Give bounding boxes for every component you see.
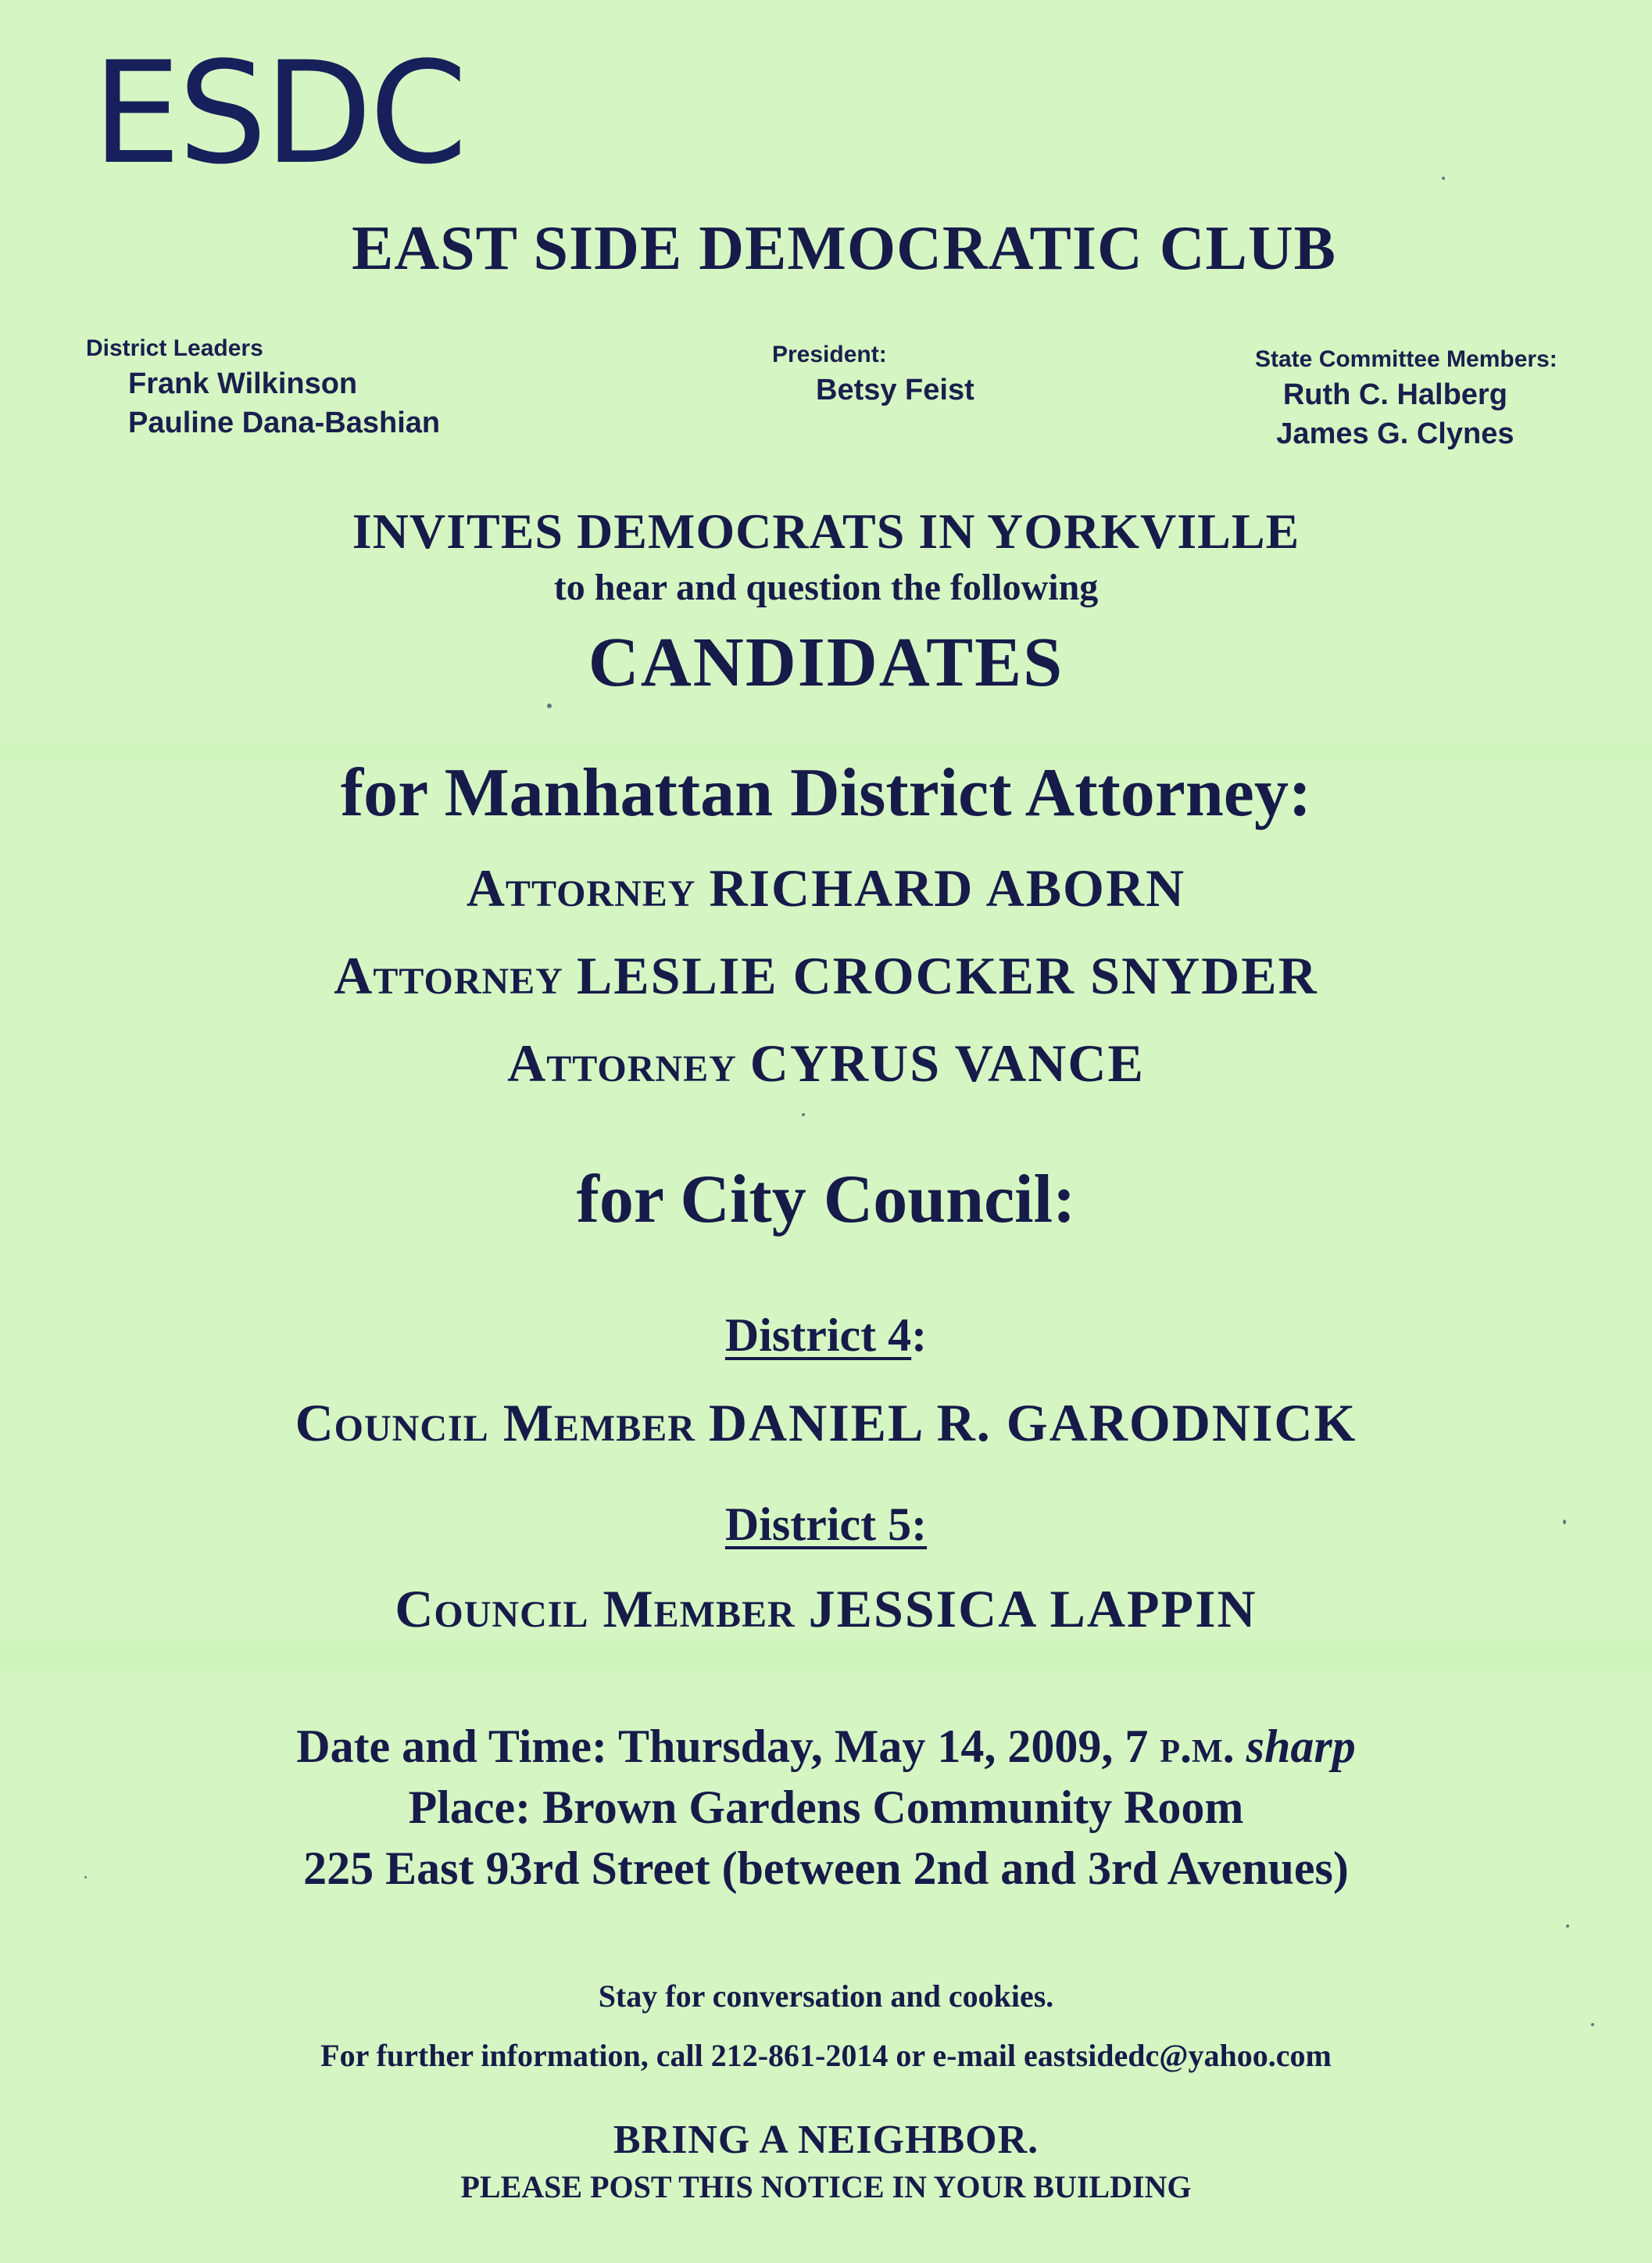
event-place: Place: Brown Gardens Community Room bbox=[408, 1781, 1244, 1833]
stay-line: Stay for conversation and cookies. bbox=[598, 1978, 1054, 2014]
bring-neighbor: BRING A NEIGHBOR. bbox=[613, 2118, 1039, 2162]
club-name: EAST SIDE DEMOCRATIC CLUB bbox=[351, 214, 1337, 283]
district-leaders-block bbox=[86, 333, 440, 442]
hear-line: to hear and question the following bbox=[553, 567, 1099, 608]
district-leaders-label: District Leaders bbox=[86, 335, 263, 361]
date-sharp: sharp bbox=[1246, 1721, 1356, 1772]
state-committee-block bbox=[1255, 344, 1557, 453]
state-committee-label: State Committee Members: bbox=[1255, 346, 1557, 372]
date-pm: p.m. bbox=[1160, 1721, 1235, 1772]
president-label: President: bbox=[772, 342, 887, 367]
paper-speck bbox=[1563, 1520, 1566, 1524]
president-name: Betsy Feist bbox=[816, 374, 974, 406]
district-leader-name: Pauline Dana-Bashian bbox=[128, 406, 441, 439]
da-candidate bbox=[0, 943, 1652, 1008]
da-candidate bbox=[0, 855, 1652, 921]
club-logo: ESDC bbox=[92, 32, 465, 195]
candidate-title: Attorney bbox=[334, 946, 563, 1005]
paper-speck bbox=[1566, 1925, 1569, 1928]
district-4-label bbox=[0, 1305, 1652, 1365]
candidate-name: RICHARD ABORN bbox=[709, 858, 1186, 918]
candidate-title: Attorney bbox=[466, 858, 696, 918]
council-candidate bbox=[0, 1390, 1652, 1456]
district-leader-name: Frank Wilkinson bbox=[128, 367, 358, 400]
district-label: District 4 bbox=[724, 1309, 912, 1361]
candidate-name: JESSICA LAPPIN bbox=[808, 1579, 1257, 1638]
event-address: 225 East 93rd Street (between 2nd and 3rd Avenues) bbox=[303, 1842, 1349, 1894]
candidate-title: Attorney bbox=[507, 1033, 737, 1093]
candidate-name: DANIEL R. GARODNICK bbox=[708, 1393, 1357, 1452]
state-committee-name: James G. Clynes bbox=[1276, 417, 1514, 450]
district-attorney-heading: for Manhattan District Attorney: bbox=[340, 755, 1312, 831]
da-candidate bbox=[0, 1030, 1652, 1096]
council-candidate bbox=[0, 1576, 1652, 1642]
date-text: Date and Time: Thursday, May 14, 2009, 7 bbox=[296, 1721, 1160, 1772]
district-colon: : bbox=[911, 1309, 928, 1361]
contact-line: For further information, call 212-861-2014 or e-mail eastsidedc@yahoo.com bbox=[320, 2038, 1332, 2073]
paper-speck bbox=[802, 1113, 805, 1116]
state-committee-name: Ruth C. Halberg bbox=[1282, 378, 1507, 411]
paper-speck bbox=[1591, 2023, 1594, 2026]
candidate-name: LESLIE CROCKER SNYDER bbox=[576, 946, 1318, 1005]
paper-speck bbox=[547, 704, 552, 708]
city-council-heading: for City Council: bbox=[576, 1162, 1076, 1237]
candidates-heading: CANDIDATES bbox=[588, 624, 1064, 701]
candidate-title: Council Member bbox=[395, 1579, 796, 1638]
paper-speck bbox=[1442, 177, 1445, 180]
candidate-title: Council Member bbox=[295, 1393, 695, 1452]
district-label: District 5: bbox=[724, 1499, 928, 1550]
district-5-label bbox=[0, 1495, 1652, 1554]
candidate-name: CYRUS VANCE bbox=[749, 1033, 1145, 1093]
president-block bbox=[772, 339, 974, 410]
event-date-time bbox=[0, 1718, 1652, 1774]
invites-line: INVITES DEMOCRATS IN YORKVILLE bbox=[352, 503, 1300, 559]
post-notice: PLEASE POST THIS NOTICE IN YOUR BUILDING bbox=[460, 2169, 1192, 2204]
paper-speck bbox=[84, 1876, 87, 1878]
